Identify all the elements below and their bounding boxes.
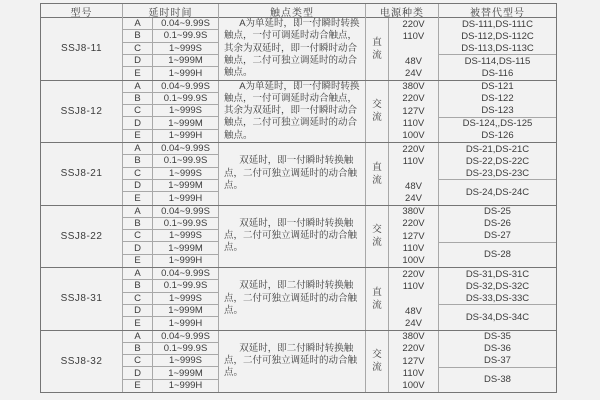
delay-letter-cell: E [123, 255, 153, 267]
voltage-value: 110V [402, 118, 425, 130]
voltage-value: 110V [402, 280, 425, 292]
header-row [41, 4, 556, 18]
delay-range-cell: 1~999M [153, 305, 219, 317]
replaced-model-entry: DS-25 [484, 206, 511, 218]
delay-range-cell: 0.04~9.99S [153, 18, 219, 30]
voltage-value [389, 168, 438, 180]
voltage-value: 100V [402, 255, 425, 267]
delay-range-cell: 0.1~99.9S [153, 280, 219, 292]
voltage-value [389, 43, 438, 55]
delay-letter-cell: E [123, 67, 153, 79]
replaced-model-entry: DS-23,DS-23C [439, 167, 556, 180]
delay-range-cell: 1~999M [153, 55, 219, 67]
power-type-text: 交流 [372, 99, 382, 124]
contact-type-cell [219, 81, 366, 143]
replaced-model-entry: DS-123 [439, 105, 556, 118]
delay-letter-cell: E [123, 192, 153, 204]
voltage-value: 127V [402, 230, 425, 242]
power-type-text: 直流 [372, 36, 382, 61]
delay-letter-cell: D [123, 305, 153, 317]
voltage-value: 220V [402, 268, 425, 280]
replaced-model-entry: DS-21,DS-21C [465, 143, 530, 155]
replaced-model-cell [439, 143, 556, 205]
delay-letter-cell: A [123, 18, 153, 30]
contact-type-cell [219, 206, 366, 268]
voltage-value: 127V [402, 355, 425, 367]
power-type-cell [366, 268, 389, 330]
header-cell-model: 型号 [41, 4, 123, 19]
delay-range-cell: 0.1~99.9S [153, 155, 219, 167]
power-type-cell [366, 18, 389, 80]
contact-type-cell [219, 18, 366, 80]
voltage-value: 110V [402, 30, 425, 42]
delay-range-cell: 1~999M [153, 117, 219, 129]
delay-range-cell: 0.1~99.9S [153, 218, 219, 230]
delay-range-cell: 1~999H [153, 67, 219, 79]
table-body [41, 18, 556, 392]
delay-letter-cell: C [123, 105, 153, 117]
delay-range-cell: 0.1~99.9S [153, 343, 219, 355]
power-type-text: 交流 [372, 224, 382, 249]
replaced-model-entry: DS-24,DS-24C [465, 186, 530, 198]
delay-letter-cell: C [123, 43, 153, 55]
voltage-value: 220V [402, 143, 425, 155]
header-cell-replaced: 被替代型号 [470, 8, 525, 19]
contact-type-text: 双延时，即二付瞬时转换触点，二付可独立调延时的动合触点。 [224, 342, 358, 379]
replaced-model-entry: DS-124,,DS-125 [462, 118, 533, 130]
voltage-value: 24V [405, 67, 422, 79]
model-cell: SSJ8-11 [41, 18, 123, 80]
delay-range-cell: 1~999S [153, 230, 219, 242]
replaced-model-entry: DS-122 [481, 93, 514, 105]
delay-range-cell: 1~999S [153, 293, 219, 305]
replaced-model-entry: DS-112,DS-112C [461, 30, 534, 42]
delay-range-cell: 0.04~9.99S [153, 206, 219, 218]
delay-range-cell: 1~999H [153, 317, 219, 329]
contact-type-cell [219, 143, 366, 205]
voltage-value [389, 293, 438, 305]
table-block [41, 18, 556, 81]
replaced-model-entry: DS-37 [439, 355, 556, 368]
delay-letter-cell: D [123, 117, 153, 129]
replaced-model-entry: DS-111,DS-111C [461, 18, 534, 30]
delay-range-cell: 1~999H [153, 255, 219, 267]
delay-letter-cell: A [123, 331, 153, 343]
delay-letter-cell: A [123, 143, 153, 155]
voltage-cell [389, 18, 439, 80]
voltage-value: 220V [402, 343, 425, 355]
header-cell-contact: 触点类型 [219, 4, 366, 19]
voltage-value: 48V [405, 305, 422, 317]
voltage-value: 220V [402, 93, 425, 105]
header-cell-power: 电源种类 [366, 4, 439, 19]
voltage-value: 100V [402, 380, 425, 392]
delay-letter-cell: E [123, 380, 153, 392]
delay-range-cell: 1~999M [153, 180, 219, 192]
voltage-value: 110V [402, 243, 425, 255]
delay-letter-cell: C [123, 355, 153, 367]
delay-letter-cell: B [123, 93, 153, 105]
replaced-model-entry: DS-33,DS-33C [439, 292, 556, 305]
replaced-model-entry: DS-34,DS-34C [465, 311, 530, 323]
delay-range-cell: 0.04~9.99S [153, 331, 219, 343]
contact-type-cell [219, 331, 366, 393]
header-cell-delay: 延时时间 [123, 4, 219, 19]
delay-letter-cell: B [123, 280, 153, 292]
replaced-model-cell [439, 331, 556, 393]
voltage-value: 380V [402, 331, 425, 343]
replaced-model-entry: DS-36 [484, 343, 511, 355]
replaced-model-cell [439, 206, 556, 268]
model-cell: SSJ8-21 [41, 143, 123, 205]
delay-range-cell: 1~999S [153, 168, 219, 180]
voltage-cell [389, 331, 439, 393]
replaced-model-entry: DS-27 [439, 230, 556, 243]
replaced-model-cell [439, 81, 556, 143]
delay-letter-cell: B [123, 343, 153, 355]
delay-range-cell: 0.04~9.99S [153, 81, 219, 93]
delay-range-cell: 0.1~99.9S [153, 30, 219, 42]
delay-letter-cell: B [123, 155, 153, 167]
delay-range-cell: 0.1~99.9S [153, 93, 219, 105]
delay-letter-cell: D [123, 242, 153, 254]
replaced-model-entry: DS-121 [481, 81, 514, 93]
table-block [41, 81, 556, 144]
voltage-cell [389, 268, 439, 330]
voltage-value: 127V [402, 105, 425, 117]
voltage-value: 24V [405, 317, 422, 329]
delay-range-cell: 1~999H [153, 130, 219, 142]
voltage-value: 48V [405, 55, 422, 67]
voltage-value: 220V [402, 18, 425, 30]
contact-type-text: A为单延时，即一付瞬时转换触点，一付可调延时动合触点，其余为双延时，即一付瞬时动合触点，二付可独立调延时的动合触点。 [224, 18, 360, 79]
spec-table [40, 3, 557, 393]
delay-letter-cell: B [123, 30, 153, 42]
delay-letter-cell: E [123, 317, 153, 329]
voltage-value: 380V [402, 206, 425, 218]
contact-type-text: A为单延时，即一付瞬时转换触点，一付可调延时动合触点，其余为双延时，即一付瞬时动合触点，二付可独立调延时的动合触点。 [224, 80, 360, 141]
contact-type-text: 双延时，即一付瞬时转换触点，二付可独立调延时的动合触点。 [224, 217, 358, 254]
replaced-model-entry: DS-126 [481, 130, 514, 142]
power-type-cell [366, 81, 389, 143]
replaced-model-cell [439, 268, 556, 330]
voltage-cell [389, 206, 439, 268]
replaced-model-entry: DS-31,DS-31C [465, 268, 530, 280]
table-block [41, 331, 556, 393]
table-block [41, 143, 556, 206]
voltage-value: 110V [402, 368, 425, 380]
table-block [41, 206, 556, 269]
replaced-model-entry: DS-28 [484, 249, 511, 261]
delay-letter-cell: C [123, 230, 153, 242]
delay-letter-cell: C [123, 293, 153, 305]
power-type-cell [366, 206, 389, 268]
model-cell: SSJ8-31 [41, 268, 123, 330]
delay-range-cell: 1~999M [153, 242, 219, 254]
contact-type-text: 双延时，即一付瞬时转换触点，二付可独立调延时的动合触点。 [224, 155, 358, 191]
delay-letter-cell: A [123, 206, 153, 218]
delay-range-cell: 1~999S [153, 105, 219, 117]
power-type-cell [366, 331, 389, 393]
power-type-text: 交流 [372, 349, 382, 374]
delay-letter-cell: D [123, 55, 153, 67]
replaced-model-entry: DS-113,DS-113C [439, 42, 556, 55]
delay-range-cell: 1~999S [153, 355, 219, 367]
delay-letter-cell: E [123, 130, 153, 142]
contact-type-text: 双延时，即二付瞬时转换触点，二付可独立调延时的动合触点。 [224, 280, 358, 316]
delay-letter-cell: A [123, 81, 153, 93]
model-cell: SSJ8-32 [41, 331, 123, 393]
delay-range-cell: 1~999H [153, 380, 219, 392]
replaced-model-entry: DS-38 [484, 374, 511, 386]
power-type-cell [366, 143, 389, 205]
power-type-text: 直流 [372, 161, 382, 186]
replaced-model-entry: DS-32,DS-32C [465, 280, 530, 292]
contact-type-cell [219, 268, 366, 330]
delay-range-cell: 1~999H [153, 192, 219, 204]
replaced-model-entry: DS-116 [481, 67, 514, 79]
table-block [41, 268, 556, 331]
voltage-value: 220V [402, 218, 425, 230]
model-cell: SSJ8-22 [41, 206, 123, 268]
replaced-model-entry: DS-26 [484, 218, 511, 230]
delay-letter-cell: D [123, 180, 153, 192]
voltage-value: 48V [405, 180, 422, 192]
replaced-model-entry: DS-22,DS-22C [465, 155, 530, 167]
delay-range-cell: 0.04~9.99S [153, 143, 219, 155]
power-type-text: 直流 [372, 286, 382, 311]
voltage-value: 110V [402, 155, 425, 167]
replaced-model-entry: DS-35 [484, 331, 511, 343]
delay-letter-cell: C [123, 168, 153, 180]
delay-range-cell: 1~999S [153, 43, 219, 55]
delay-range-cell: 0.04~9.99S [153, 268, 219, 280]
delay-letter-cell: A [123, 268, 153, 280]
voltage-value: 24V [405, 192, 422, 204]
model-cell: SSJ8-12 [41, 81, 123, 143]
voltage-cell [389, 143, 439, 205]
delay-letter-cell: B [123, 218, 153, 230]
replaced-model-entry: DS-114,DS-115 [464, 55, 531, 67]
voltage-cell [389, 81, 439, 143]
replaced-model-cell [439, 18, 556, 80]
delay-letter-cell: D [123, 367, 153, 379]
delay-range-cell: 1~999M [153, 367, 219, 379]
voltage-value: 100V [402, 130, 425, 142]
voltage-value: 380V [402, 81, 425, 93]
